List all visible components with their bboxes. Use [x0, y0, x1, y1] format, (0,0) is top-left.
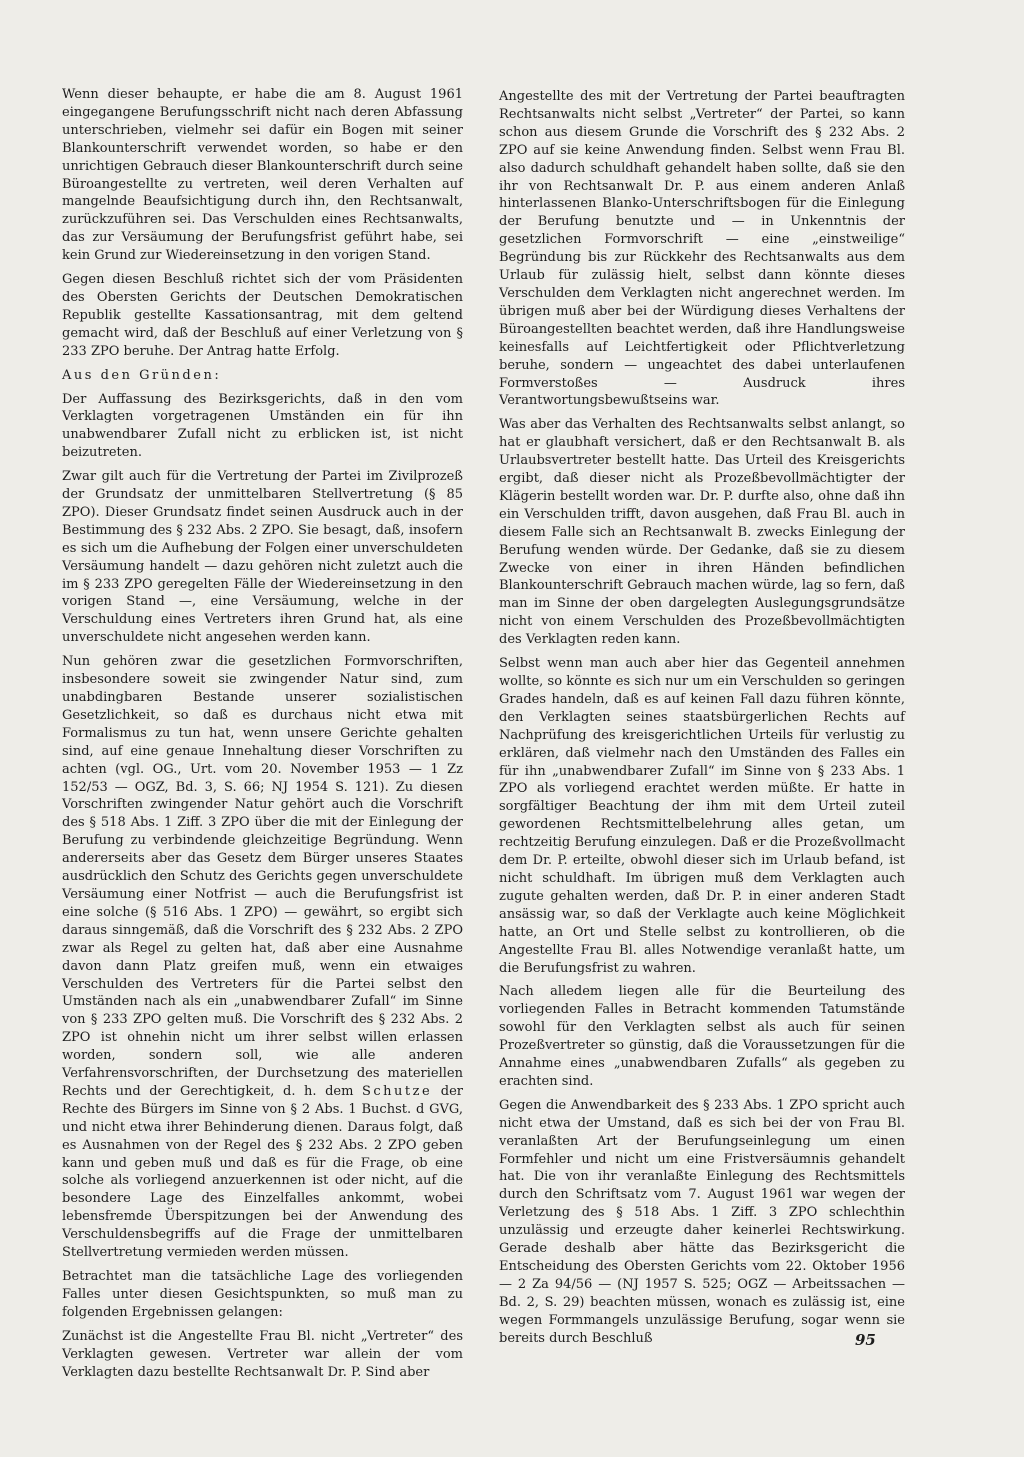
paragraph: Zunächst ist die Angestellte Frau Bl. nicht „Vertreter“ des Verklagten gewesen. Vertreter war allein der vom Verklagten dazu bestellte Rechtsanwalt Dr. P. Sind aber	[62, 1328, 463, 1380]
paragraph: Betrachtet man die tatsächliche Lage des vorliegenden Falles unter diesen Gesichtspunkten, so muß man zu folgenden Ergebnissen gelangen:	[62, 1269, 463, 1320]
left-column	[62, 86, 463, 1387]
paragraph: Was aber das Verhalten des Rechtsanwalts selbst anlangt, so hat er glaubhaft versichert, daß er den Rechtsanwalt B. als Urlaubsvertreter bestellt hatte. Das Urteil des Kreisgerichts ergibt, daß dieser nicht als Prozeßbevollmächtigter der Klägerin bestellt worden war. Dr. P. durfte also, ohne daß ihn ein Verschulden trifft, davon ausgehen, daß Frau Bl. auch in diesem Falle sich an Rechtsanwalt B. zwecks Einlegung der Berufung wenden würde. Der Gedanke, daß sie zu diesem Zwecke von einer in ihren Händen befindlichen Blankounterschrift Gebrauch machen würde, lag so fern, daß man im Sinne der oben dargelegten Auslegungsgrundsätze nicht von einem Verschulden des Prozeßbevollmächtigten des Verklagten reden kann.	[499, 417, 905, 648]
paragraph: Gegen die Anwendbarkeit des § 233 Abs. 1 ZPO spricht auch nicht etwa der Umstand, daß es sich bei der von Frau Bl. veranlaßten Art der Berufungseinlegung um einen Formfehler und nicht um eine Fristversäumnis gehandelt hat. Die von ihr veranlaßte Einlegung des Rechtsmittels durch den Schriftsatz vom 7. August 1961 war wegen der Verletzung des § 518 Abs. 1 Ziff. 3 ZPO schlechthin unzulässig und erzeugte daher keinerlei Rechtswirkung. Gerade deshalb aber hätte das Bezirksgericht die Entscheidung des Obersten Gerichts vom 22. Oktober 1956 — 2 Za 94/56 — (NJ 1957 S. 525; OGZ — Arbeitssachen — Bd. 2, S. 29) beachten müssen, wonach es zulässig ist, eine wegen Formmangels unzulässige Berufung, sogar wenn sie bereits durch Beschluß	[499, 1097, 905, 1346]
paragraph: Angestellte des mit der Vertretung der Partei beauftragten Rechtsanwalts nicht selbst „Vertreter“ der Partei, so kann schon aus diesem Grunde die Vorschrift des § 232 Abs. 2 ZPO auf sie keine Anwendung finden. Selbst wenn Frau Bl. also dadurch schuldhaft gehandelt haben sollte, daß sie den ihr von Rechtsanwalt Dr. P. aus einem anderen Anlaß hinterlassenen Blanko-Unterschriftsbogen für die Einlegung der Berufung benutzte und — in Unkenntnis der gesetzlichen Formvorschrift — eine „einstweilige“ Begründung bis zur Rückkehr des Rechtsanwalts aus dem Urlaub für zulässig hielt, selbst dann könnte dieses Verschulden dem Verklagten nicht angerechnet werden. Im übrigen muß aber bei der Würdigung dieses Verhaltens der Büroangestellten beachtet werden, daß ihre Handlungsweise keinesfalls auf Leichtfertigkeit oder Pflichtverletzung beruhe, sondern — ungeachtet des dabei unterlaufenen Formverstoßes — Ausdruck ihres Verantwortungsbewußtseins war.	[499, 89, 905, 409]
paragraph-text: der Rechte des Bürgers im Sinne von § 2 Abs. 1 Buchst. d GVG, und nicht etwa ihrer Behinderung dienen. Daraus folgt, daß es Ausnahmen von der Regel des § 232 Abs. 2 ZPO geben kann und geben muß und daß es für die Frage, ob eine solche als vorliegend anzuerkennen ist oder nicht, auf die besondere Lage des Einzelfalles ankommt, wobei lebensfremde Überspitzungen bei der Anwendung des Verschuldensbegriffs auf die Frage der unmittelbaren Stellvertretung vermieden werden müssen.	[62, 1083, 463, 1261]
paragraph: Wenn dieser behaupte, er habe die am 8. August 1961 eingegangene Berufungsschrift nicht nach deren Abfassung unterschrieben, vielmehr sei dafür ein Bogen mit seiner Blankounterschrift verwendet worden, so habe er den unrichtigen Gebrauch dieser Blankounterschrift durch seine Büroangestellte zu vertreten, weil deren Verhalten auf mangelnde Beaufsichtigung durch ihn, den Rechtsanwalt, zurückzuführen sei. Das Verschulden eines Rechtsanwalts, das zur Versäumung der Berufungsfrist geführt habe, sei kein Grund zur Wiedereinsetzung in den vorigen Stand.	[62, 87, 463, 264]
spaced-word: Schutze	[361, 1083, 433, 1099]
paragraph: Nach alledem liegen alle für die Beurteilung des vorliegenden Falles in Betracht kommenden Tatumstände sowohl für den Verklagten selbst als auch für seinen Prozeßvertreter so günstig, daß die Voraussetzungen für die Annahme eines „unabwendbaren Zufalls“ als gegeben zu erachten sind.	[499, 984, 905, 1089]
paragraph: Gegen diesen Beschluß richtet sich der vom Präsidenten des Obersten Gerichts der Deutschen Demokratischen Republik gestellte Kassationsantrag, mit dem geltend gemacht wird, daß der Beschluß auf einer Verletzung von § 233 ZPO beruhe. Der Antrag hatte Erfolg.	[62, 272, 463, 359]
paragraph: Selbst wenn man auch aber hier das Gegenteil annehmen wollte, so könnte es sich nur um ein Verschulden so geringen Grades handeln, daß es auf keinen Fall dazu führen könnte, den Verklagten seines staatsbürgerlichen Rechts auf Nachprüfung des kreisgerichtlichen Urteils für verlustig zu erklären, daß vielmehr nach den Umständen des Falles ein für ihn „unabwendbarer Zufall“ im Sinne von § 233 Abs. 1 ZPO als vorliegend erachtet werden müßte. Er hatte in sorgfältiger Beachtung der ihm mit dem Urteil zuteil gewordenen Rechtsmittelbelehrung alles getan, um rechtzeitig Berufung einzulegen. Daß er die Prozeßvollmacht dem Dr. P. erteilte, obwohl dieser sich im Urlaub befand, ist nicht schuldhaft. Im übrigen muß dem Verklagten auch zugute gehalten werden, daß Dr. P. in einer anderen Stadt ansässig war, so daß der Verklagte auch keine Möglichkeit hatte, an Ort und Stelle selbst zu kontrollieren, ob die Angestellte Frau Bl. alles Notwendige veranlaßt hatte, um die Berufungsfrist zu wahren.	[499, 656, 905, 976]
page-number: 95	[855, 1331, 876, 1349]
paragraph	[62, 653, 463, 1262]
paragraph: Der Auffassung des Bezirksgerichts, daß in den vom Verklagten vorgetragenen Umständen ein für ihn unabwendbarer Zufall nicht zu erblicken ist, ist nicht beizutreten.	[62, 391, 463, 461]
paragraph: Zwar gilt auch für die Vertretung der Partei im Zivilprozeß der Grundsatz der unmittelbaren Stellvertretung (§ 85 ZPO). Dieser Grundsatz findet seinen Ausdruck auch in der Bestimmung des § 232 Abs. 2 ZPO. Sie besagt, daß, insofern es sich um die Aufhebung der Folgen einer unverschuldeten Versäumung handelt — dazu gehören nicht zuletzt auch die im § 233 ZPO geregelten Fälle der Wiedereinsetzung in den vorigen Stand —, eine Versäumung, welche in der Verschuldung eines Vertreters ihren Grund hat, als eine unverschuldete nicht angesehen werden kann.	[62, 469, 463, 646]
right-column	[499, 88, 905, 1354]
section-heading: Aus den Gründen:	[62, 367, 222, 383]
paragraph-text: Nun gehören zwar die gesetzlichen Formvorschriften, insbesondere soweit sie zwingender Natur sind, zum unabdingbaren Bestande unserer sozialistischen Gesetzlichkeit, so daß es durchaus nicht etwa mit Formalismus zu tun hat, wenn unsere Gerichte gehalten sind, auf eine genaue Innehaltung dieser Vorschriften zu achten (vgl. OG., Urt. vom 20. November 1953 — 1 Zz 152/53 — OGZ, Bd. 3, S. 66; NJ 1954 S. 121). Zu diesen Vorschriften zwingender Natur gehört auch die Vorschrift des § 518 Abs. 1 Ziff. 3 ZPO über die mit der Einlegung der Berufung zu verbindende gleichzeitige Begründung. Wenn andererseits aber das Gesetz dem Bürger unseres Staates ausdrücklich den Schutz des Gerichts gegen unverschuldete Versäumung einer Notfrist — auch die Berufungsfrist ist eine solche (§ 516 Abs. 1 ZPO) — gewährt, so ergibt sich daraus sinngemäß, daß die Vorschrift des § 232 Abs. 2 ZPO zwar als Regel zu gelten hat, daß aber eine Ausnahme davon dann Platz greifen muß, wenn ein etwaiges Verschulden des Vertreters für die Partei selbst den Umständen nach als ein „unabwendbarer Zufall“ im Sinne von § 233 ZPO gelten muß. Die Vorschrift des § 232 Abs. 2 ZPO ist ohnehin nicht um ihrer selbst willen erlassen worden, sondern soll, wie alle anderen Verfahrensvorschriften, der Durchsetzung des materiellen Rechts und der Gerechtigkeit, d. h. dem	[62, 654, 463, 1099]
